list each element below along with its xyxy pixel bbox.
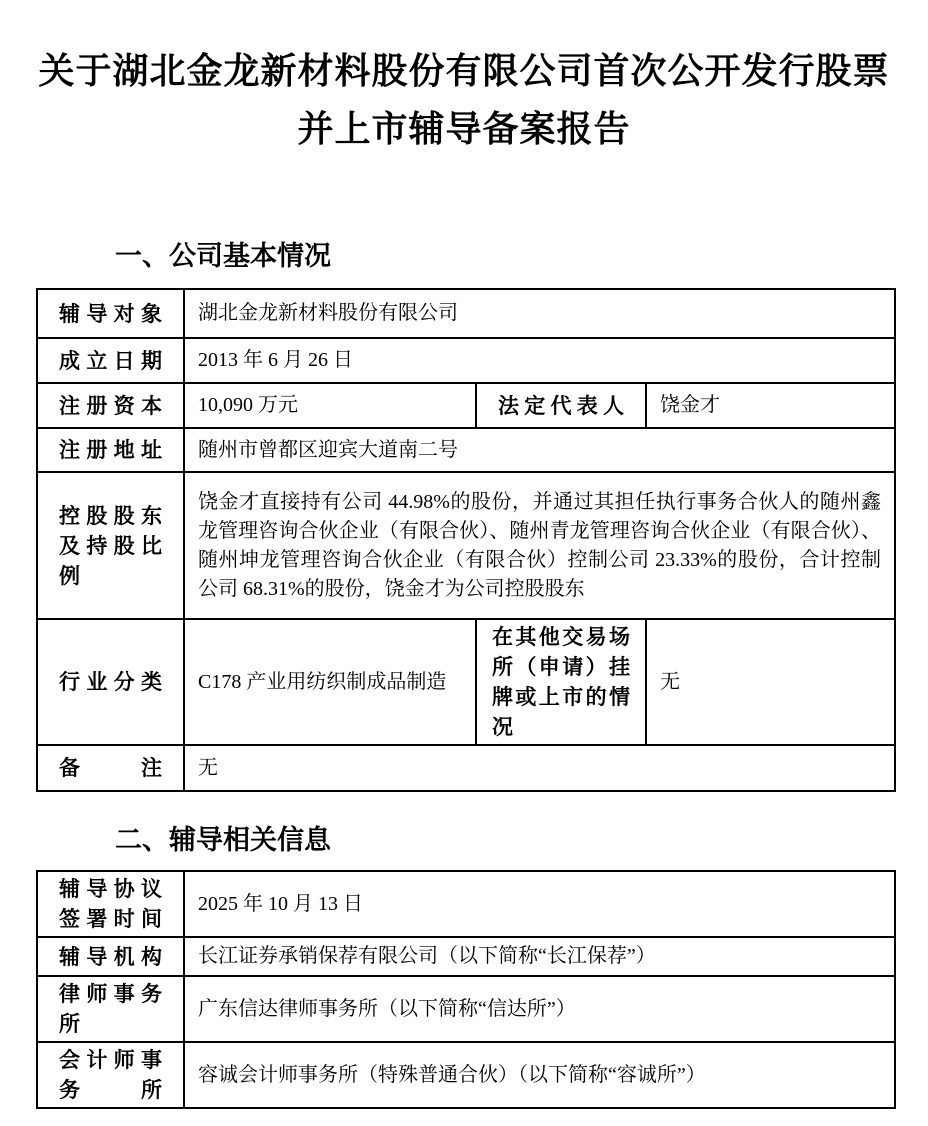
table-row-registered-capital [37, 383, 895, 428]
table-row-registered-address [37, 428, 895, 472]
table-row-remarks [37, 745, 895, 791]
row-label: 备注 [37, 745, 184, 791]
row-value: 10,090 万元 [184, 383, 476, 428]
row-value-other-listing: 无 [646, 619, 895, 745]
row-value: 容诚会计师事务所（特殊普通合伙）（以下简称“容诚所”） [184, 1042, 895, 1108]
section-heading-tutoring-info: 二、辅导相关信息 [115, 825, 331, 855]
row-label: 律师事务所 [37, 976, 184, 1042]
table-row-industry-classification [37, 619, 895, 745]
row-label: 辅导机构 [37, 937, 184, 976]
row-value: 无 [184, 745, 895, 791]
table-row-agreement-date [37, 871, 895, 937]
table-row-tutoring-institution [37, 937, 895, 976]
row-label: 会计师事务所 [37, 1042, 184, 1108]
row-label-other-listing: 在其他交易场所（申请）挂牌或上市的情况 [476, 619, 646, 745]
table-row-establish-date [37, 338, 895, 383]
document-title [0, 0, 928, 158]
row-value: 湖北金龙新材料股份有限公司 [184, 289, 895, 338]
row-value: 长江证券承销保荐有限公司（以下简称“长江保荐”） [184, 937, 895, 976]
table-row-law-firm [37, 976, 895, 1042]
row-label: 辅导协议签署时间 [37, 871, 184, 937]
row-label: 辅导对象 [37, 289, 184, 338]
document-title-line-2: 并上市辅导备案报告 [297, 108, 631, 149]
row-value: 2013 年 6 月 26 日 [184, 338, 895, 383]
tutoring-info-table [36, 870, 896, 1109]
row-value-legal-representative: 饶金才 [646, 383, 895, 428]
company-info-table [36, 288, 896, 792]
row-value: 随州市曾都区迎宾大道南二号 [184, 428, 895, 472]
row-value: 广东信达律师事务所（以下简称“信达所”） [184, 976, 895, 1042]
row-label: 行业分类 [37, 619, 184, 745]
row-value: 2025 年 10 月 13 日 [184, 871, 895, 937]
document-title-line-1: 关于湖北金龙新材料股份有限公司首次公开发行股票 [38, 50, 890, 91]
row-label: 控股股东及持股比例 [37, 472, 184, 619]
table-row-controlling-shareholder [37, 472, 895, 619]
row-value: 饶金才直接持有公司 44.98%的股份，并通过其担任执行事务合伙人的随州鑫龙管理咨询合伙企业（有限合伙）、随州青龙管理咨询合伙企业（有限合伙）、随州坤龙管理咨询合伙企业（有限合伙）控制公司 23.33%的股份，合计控制公司 68.31%的股份，饶金才为公司控股股东 [184, 472, 895, 619]
row-label: 成立日期 [37, 338, 184, 383]
row-label: 注册资本 [37, 383, 184, 428]
section-heading-company-info: 一、公司基本情况 [115, 241, 331, 271]
row-label: 注册地址 [37, 428, 184, 472]
table-row-tutoring-target [37, 289, 895, 338]
row-value: C178 产业用纺织制成品制造 [184, 619, 476, 745]
table-row-accounting-firm [37, 1042, 895, 1108]
row-label-legal-representative: 法定代表人 [476, 383, 646, 428]
